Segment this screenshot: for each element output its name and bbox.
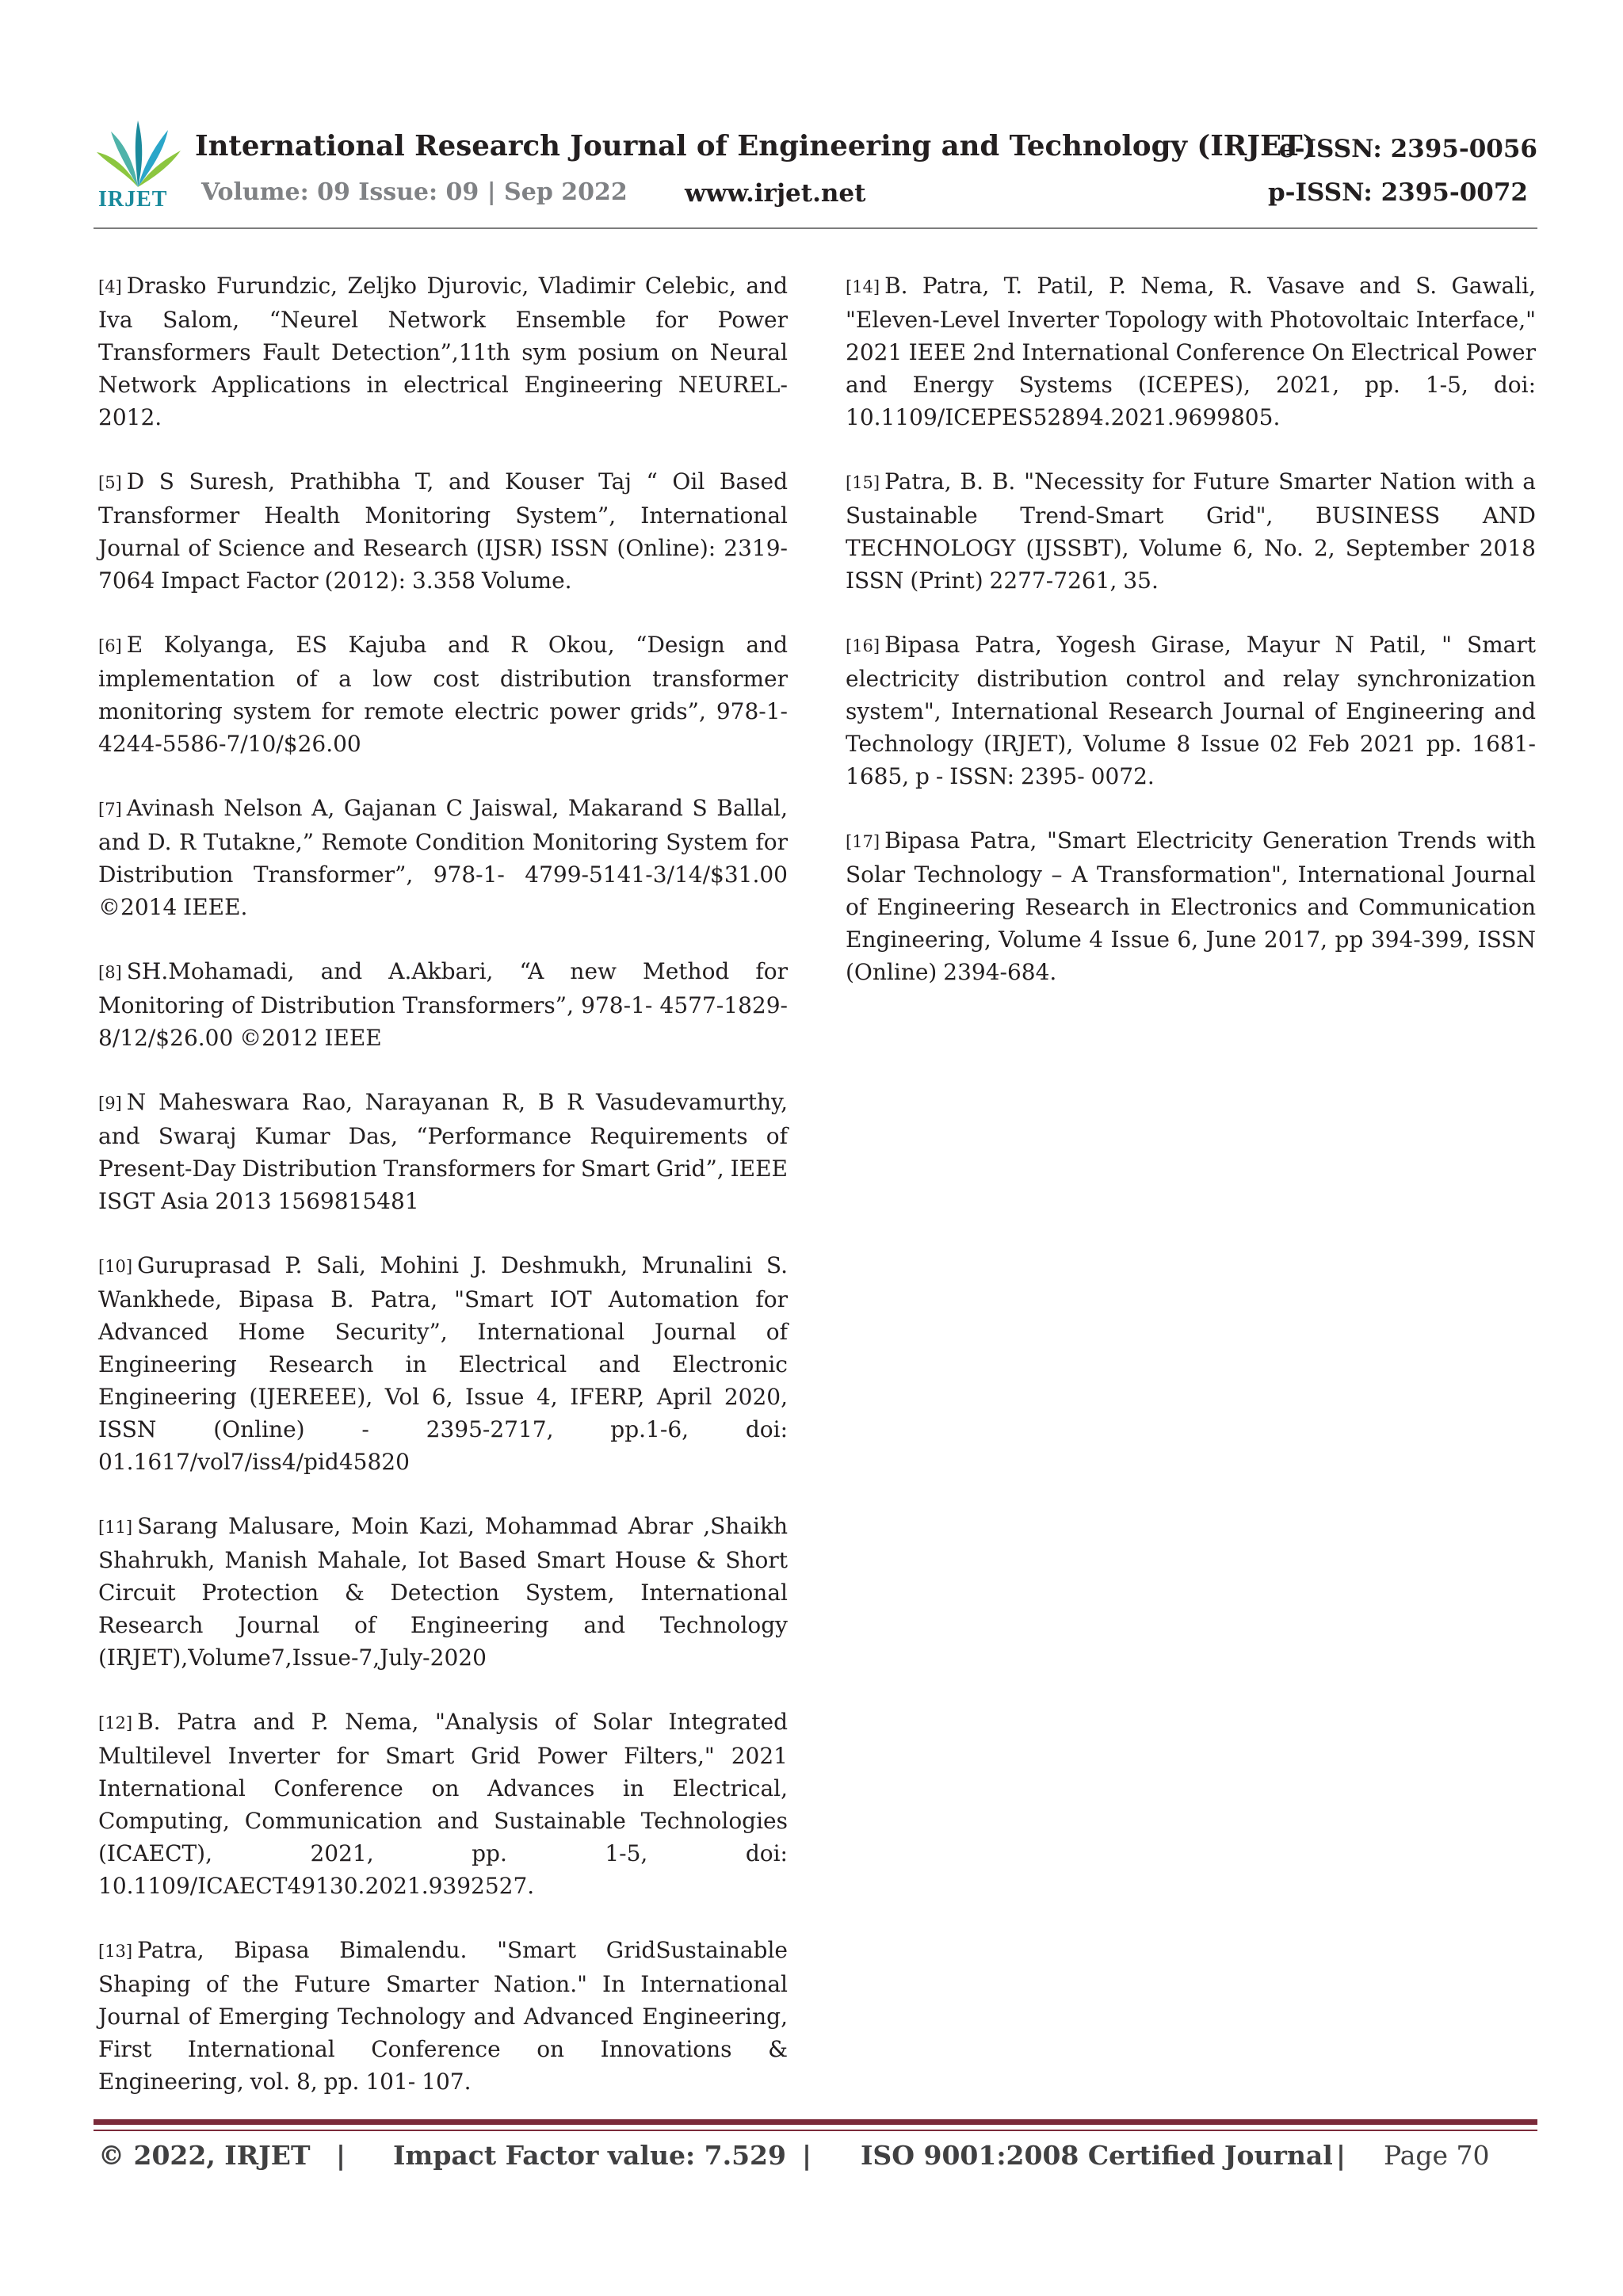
reference-number: [4] bbox=[98, 277, 122, 296]
footer-rule-thin bbox=[94, 2130, 1537, 2131]
reference-item bbox=[98, 465, 788, 597]
reference-text: Drasko Furundzic, Zeljko Djurovic, Vladimir Celebic, and Iva Salom, “Neurel Network Ensemble for Power Transformers Fault Detection”,11th sym posium on Neural Network Applications in electrical Engineering NEUREL-2012. bbox=[98, 273, 788, 430]
reference-item bbox=[98, 1086, 788, 1217]
reference-text: B. Patra, T. Patil, P. Nema, R. Vasave and S. Gawali, "Eleven-Level Inverter Topology with Photovoltaic Interface," 2021 IEEE 2nd International Conference On Electrical Power and Energy Systems (ICEPES), 2021, pp. 1-5, doi: 10.1109/ICEPES52894.2021.9699805. bbox=[846, 273, 1536, 430]
reference-number: [9] bbox=[98, 1094, 122, 1113]
reference-text: Bipasa Patra, "Smart Electricity Generation Trends with Solar Technology – A Transformation", International Journal of Engineering Research in Electronics and Communication Engineering, Volume 4 Issue 6, June 2017, pp 394-399, ISSN (Online) 2394-684. bbox=[846, 827, 1536, 985]
reference-item bbox=[846, 465, 1536, 597]
reference-number: [7] bbox=[98, 800, 122, 819]
irjet-logo bbox=[94, 117, 182, 220]
reference-number: [12] bbox=[98, 1713, 133, 1733]
e-issn: e-ISSN: 2395-0056 bbox=[1278, 135, 1537, 163]
reference-text: Guruprasad P. Sali, Mohini J. Deshmukh, Mrunalini S. Wankhede, Bipasa B. Patra, "Smart IOT Automation for Advanced Home Security”, International Journal of Engineering Research in Electrical and Electronic Engineering (IJEREEE), Vol 6, Issue 4, IFERP, April 2020, ISSN (Online) - 2395-2717, pp.1-6, doi: 01.1617/vol7/iss4/pid45820 bbox=[98, 1252, 788, 1475]
reference-number: [6] bbox=[98, 636, 122, 655]
journal-title: International Research Journal of Engineering and Technology (IRJET) bbox=[195, 130, 1316, 162]
reference-number: [17] bbox=[846, 832, 880, 851]
footer-rule-thick bbox=[94, 2119, 1537, 2125]
reference-number: [15] bbox=[846, 473, 880, 492]
references-right-column bbox=[846, 269, 1536, 1020]
reference-number: [14] bbox=[846, 277, 880, 296]
reference-item bbox=[98, 955, 788, 1054]
p-issn: p-ISSN: 2395-0072 bbox=[1267, 178, 1528, 207]
reference-text: Patra, B. B. "Necessity for Future Smarter Nation with a Sustainable Trend-Smart Grid", BUSINESS AND TECHNOLOGY (IJSSBT), Volume 6, No. 2, September 2018 ISSN (Print) 2277-7261, 35. bbox=[846, 468, 1536, 594]
references-left-column bbox=[98, 269, 788, 2130]
reference-number: [16] bbox=[846, 636, 880, 655]
reference-text: D S Suresh, Prathibha T, and Kouser Taj “ Oil Based Transformer Health Monitoring System”, International Journal of Science and Research (IJSR) ISSN (Online): 2319-7064 Impact Factor (2012): 3.358 Volume. bbox=[98, 468, 788, 594]
reference-item bbox=[98, 269, 788, 434]
reference-text: Bipasa Patra, Yogesh Girase, Mayur N Patil, " Smart electricity distribution control and relay synchronization system", International Research Journal of Engineering and Technology (IRJET), Volume 8 Issue 02 Feb 2021 pp. 1681-1685, p - ISSN: 2395- 0072. bbox=[846, 632, 1536, 789]
footer-iso-certification: ISO 9001:2008 Certified Journal bbox=[861, 2140, 1333, 2171]
footer-separator: | bbox=[802, 2140, 812, 2171]
page-header bbox=[94, 111, 1537, 230]
reference-item bbox=[98, 1249, 788, 1478]
reference-item bbox=[98, 1934, 788, 2098]
reference-text: Avinash Nelson A, Gajanan C Jaiswal, Makarand S Ballal, and D. R Tutakne,” Remote Condition Monitoring System for Distribution Transformer”, 978-1- 4799-5141-3/14/$31.00 ©2014 IEEE. bbox=[98, 795, 788, 920]
footer-separator: | bbox=[336, 2140, 346, 2171]
reference-text: N Maheswara Rao, Narayanan R, B R Vasudevamurthy, and Swaraj Kumar Das, “Performance Requirements of Present-Day Distribution Transformers for Smart Grid”, IEEE ISGT Asia 2013 1569815481 bbox=[98, 1089, 788, 1214]
reference-item bbox=[846, 824, 1536, 988]
reference-item bbox=[846, 269, 1536, 434]
reference-item bbox=[98, 792, 788, 923]
reference-text: Patra, Bipasa Bimalendu. "Smart GridSustainable Shaping of the Future Smarter Nation." In International Journal of Emerging Technology and Advanced Engineering, First International Conference on Innovations & Engineering, vol. 8, pp. 101- 107. bbox=[98, 1937, 788, 2095]
reference-item bbox=[98, 628, 788, 760]
reference-text: SH.Mohamadi, and A.Akbari, “A new Method for Monitoring of Distribution Transformers”, 978-1- 4577-1829-8/12/$26.00 ©2012 IEEE bbox=[98, 958, 788, 1051]
page-footer bbox=[98, 2140, 1537, 2179]
footer-impact-factor: Impact Factor value: 7.529 bbox=[393, 2140, 786, 2171]
reference-number: [11] bbox=[98, 1518, 133, 1537]
header-divider bbox=[94, 227, 1537, 229]
irjet-leaf-logo-icon bbox=[94, 117, 182, 190]
reference-item bbox=[98, 1510, 788, 1674]
footer-separator: | bbox=[1336, 2140, 1346, 2171]
footer-copyright: © 2022, IRJET bbox=[98, 2140, 311, 2171]
reference-number: [13] bbox=[98, 1942, 133, 1961]
footer-page-number: Page 70 bbox=[1384, 2140, 1490, 2171]
website-link[interactable]: www.irjet.net bbox=[685, 179, 866, 208]
reference-item bbox=[846, 628, 1536, 793]
reference-number: [10] bbox=[98, 1257, 133, 1276]
reference-text: E Kolyanga, ES Kajuba and R Okou, “Design and implementation of a low cost distribution transformer monitoring system for remote electric power grids”, 978-1-4244-5586-7/10/$26.00 bbox=[98, 632, 788, 757]
reference-number: [5] bbox=[98, 473, 122, 492]
reference-text: B. Patra and P. Nema, "Analysis of Solar Integrated Multilevel Inverter for Smart Grid Power Filters," 2021 International Conference on Advances in Electrical, Computing, Communication and Sustainable Technologies (ICAECT), 2021, pp. 1-5, doi: 10.1109/ICAECT49130.2021.9392527. bbox=[98, 1709, 788, 1899]
logo-text: IRJET bbox=[98, 187, 168, 212]
reference-number: [8] bbox=[98, 963, 122, 982]
reference-item bbox=[98, 1706, 788, 1902]
reference-text: Sarang Malusare, Moin Kazi, Mohammad Abrar ,Shaikh Shahrukh, Manish Mahale, Iot Based Smart House & Short Circuit Protection & Detection System, International Research Journal of Engineering and Technology (IRJET),Volume7,Issue-7,July-2020 bbox=[98, 1513, 788, 1671]
volume-issue: Volume: 09 Issue: 09 | Sep 2022 bbox=[201, 178, 628, 206]
